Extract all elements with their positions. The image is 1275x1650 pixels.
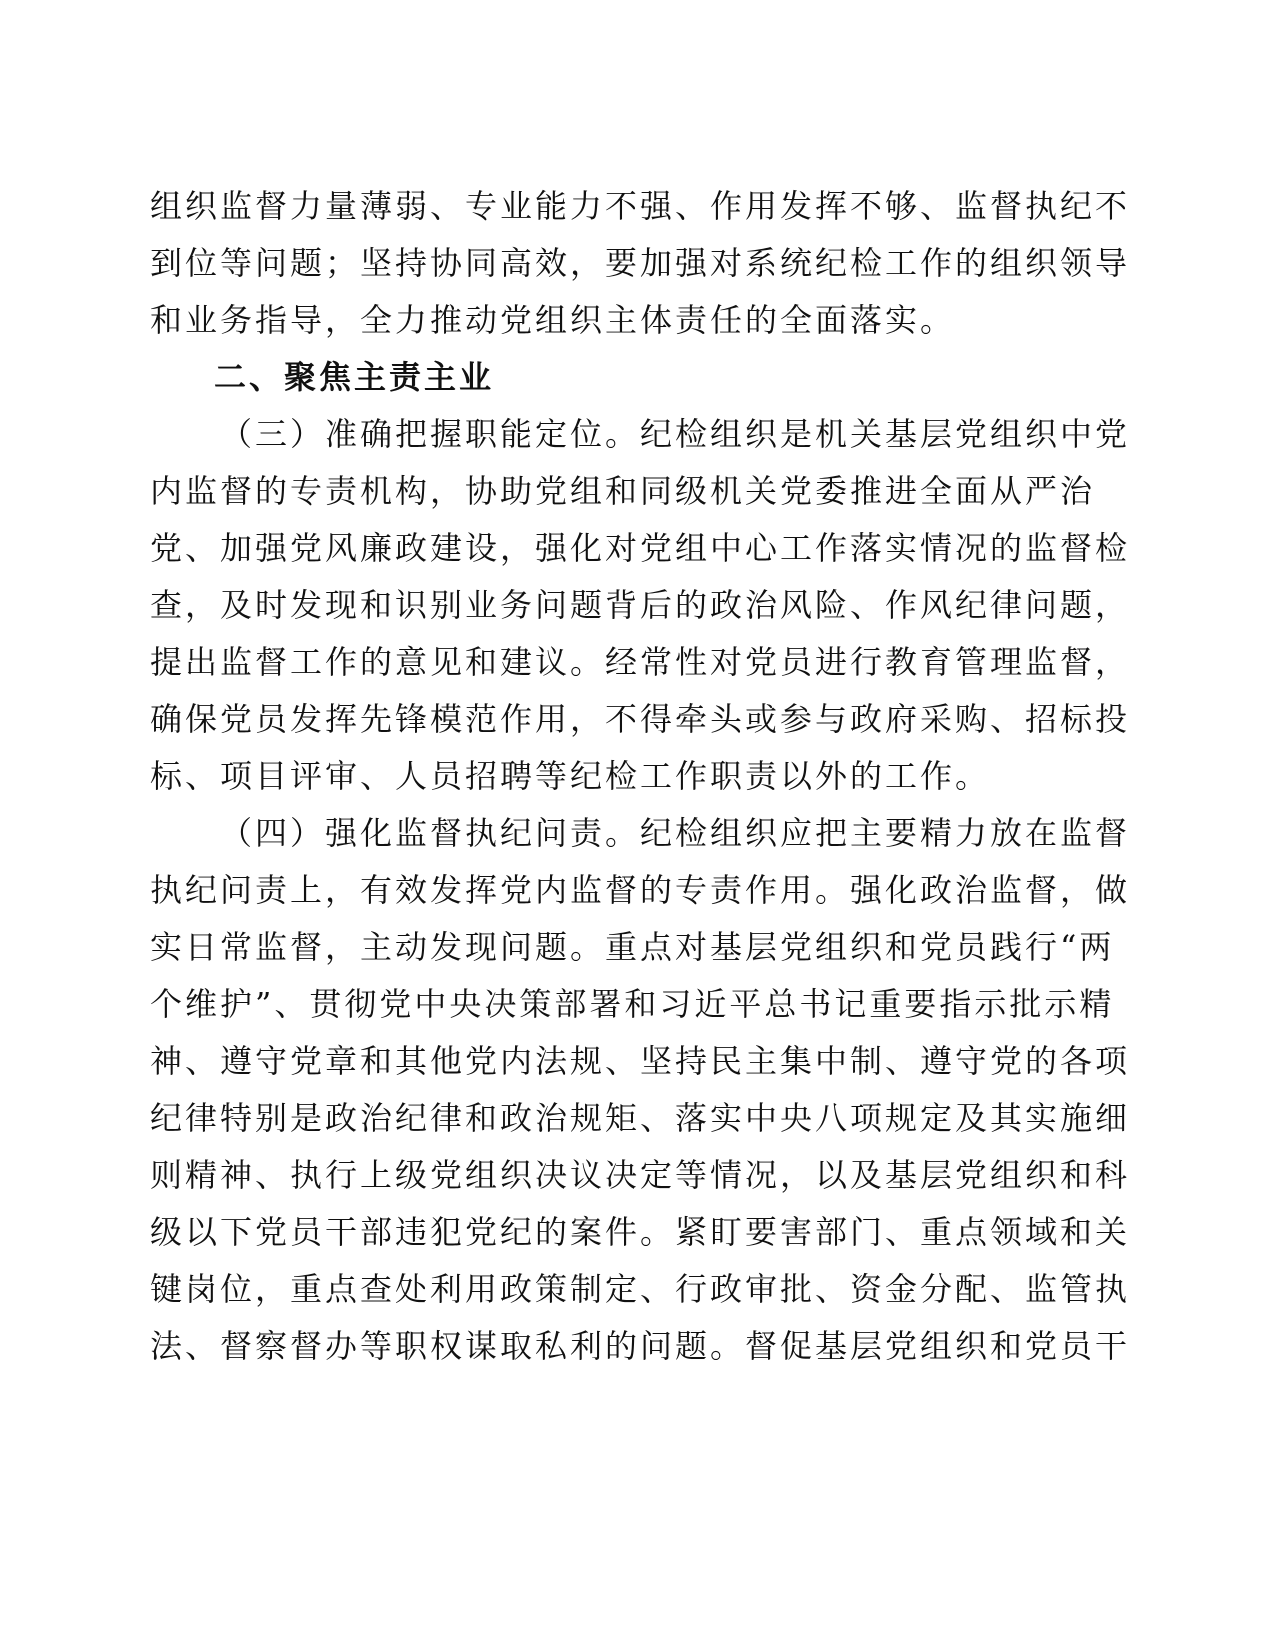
document-body [150, 178, 1131, 1375]
text-line: 实日常监督，主动发现问题。重点对基层党组织和党员践行“两 [150, 928, 1115, 966]
text-line: 到位等问题；坚持协同高效，要加强对系统纪检工作的组织领导 [150, 244, 1131, 282]
text-line: 纪律特别是政治纪律和政治规矩、落实中央八项规定及其实施细 [150, 1099, 1131, 1137]
paragraph-continuation [150, 178, 1131, 349]
section-heading-text: 二、聚焦主责主业 [214, 358, 495, 396]
text-line: 神、遵守党章和其他党内法规、坚持民主集中制、遵守党的各项 [150, 1042, 1131, 1080]
text-line: 执纪问责上，有效发挥党内监督的专责作用。强化政治监督，做 [150, 871, 1131, 909]
text-line: 标、项目评审、人员招聘等纪检工作职责以外的工作。 [150, 757, 991, 795]
text-line: 级以下党员干部违犯党纪的案件。紧盯要害部门、重点领域和关 [150, 1213, 1131, 1251]
text-line: 查，及时发现和识别业务问题背后的政治风险、作风纪律问题， [150, 586, 1131, 624]
paragraph-3 [150, 406, 1131, 805]
text-line: 和业务指导，全力推动党组织主体责任的全面落实。 [150, 301, 956, 339]
text-line: 内监督的专责机构，协助党组和同级机关党委推进全面从严治 [150, 472, 1096, 510]
text-line: 提出监督工作的意见和建议。经常性对党员进行教育管理监督， [150, 643, 1131, 681]
text-line: 党、加强党风廉政建设，强化对党组中心工作落实情况的监督检 [150, 529, 1131, 567]
text-line: 法、督察督办等职权谋取私利的问题。督促基层党组织和党员干 [150, 1327, 1131, 1365]
text-line: 组织监督力量薄弱、专业能力不强、作用发挥不够、监督执纪不 [150, 187, 1131, 225]
section-heading [150, 349, 1090, 406]
text-line: 个维护”、贯彻党中央决策部署和习近平总书记重要指示批示精 [150, 985, 1115, 1023]
text-line: 确保党员发挥先锋模范作用，不得牵头或参与政府采购、招标投 [150, 700, 1131, 738]
text-line: （三）准确把握职能定位。纪检组织是机关基层党组织中党 [220, 415, 1131, 453]
text-line: 则精神、执行上级党组织决议决定等情况，以及基层党组织和科 [150, 1156, 1131, 1194]
text-line: （四）强化监督执纪问责。纪检组织应把主要精力放在监督 [220, 814, 1131, 852]
paragraph-4 [150, 805, 1131, 1375]
text-line: 键岗位，重点查处利用政策制定、行政审批、资金分配、监管执 [150, 1270, 1131, 1308]
